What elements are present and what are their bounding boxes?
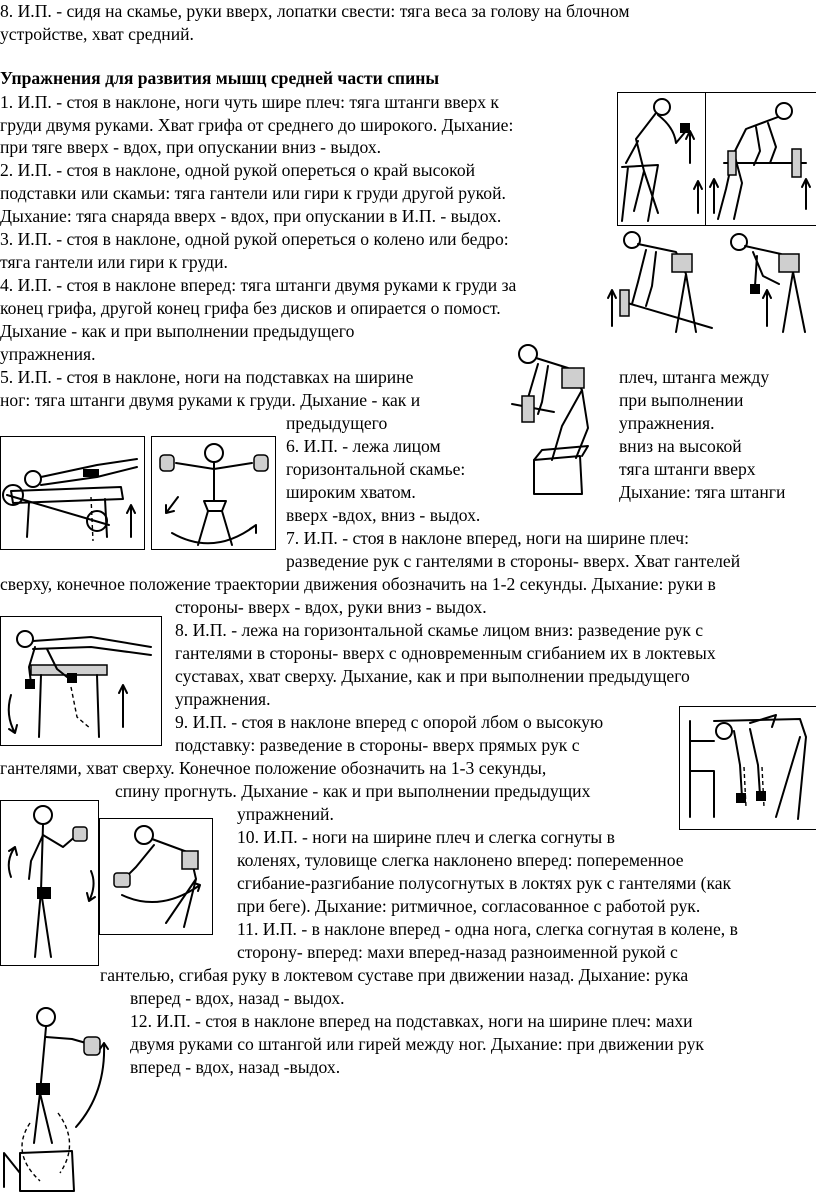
illustration-dumbbell-row-bench	[617, 92, 707, 226]
text-line: плеч, штанга между	[619, 367, 770, 387]
text-line: предыдущего	[286, 413, 388, 433]
illustration-t-bar-row	[602, 226, 714, 336]
text-line: вниз на высокой	[619, 436, 742, 456]
text-line: гантелью, сгибая руку в локтевом суставе при движении назад. Дыхание: рука	[100, 965, 689, 985]
text-line: при беге). Дыхание: ритмичное, согласованное с работой рук.	[237, 896, 701, 916]
text-line: груди двумя руками. Хват грифа от среднего до широкого. Дыхание:	[0, 115, 514, 135]
text-line: сгибание-разгибание полусогнутых в локтях рук с гантелями (как	[237, 873, 732, 893]
text-line: коленях, туловище слегка наклонено вперед: попеременное	[237, 850, 684, 870]
text-line: 6. И.П. - лежа лицом	[286, 436, 441, 456]
text-line: ног: тяга штанги двумя руками к груди. Дыхание - как и	[0, 390, 421, 410]
text-line: вверх -вдох, вниз - выдох.	[286, 505, 481, 525]
text-line: горизонтальной скамье:	[286, 459, 466, 479]
text-line: Дыхание - как и при выполнении предыдущего	[0, 321, 355, 341]
text-line: широким хватом.	[286, 482, 416, 502]
text-line: суставах, хват сверху. Дыхание, как и при выполнении предыдущего	[175, 666, 690, 686]
text-line: упражнения.	[0, 344, 96, 364]
text-line: 5. И.П. - стоя в наклоне, ноги на подставках на ширине	[0, 367, 414, 387]
section-heading: Упражнения для развития мышц средней части спины	[0, 68, 440, 88]
text-line: конец грифа, другой конец грифа без дисков и опирается о помост.	[0, 298, 501, 318]
text-line: стороны- вверх - вдох, руки вниз - выдох.	[175, 597, 487, 617]
text-line: сверху, конечное положение траектории движения обозначить на 1-2 секунды. Дыхание: руки в	[0, 574, 716, 594]
text-line: двумя руками со штангой или гирей между ног. Дыхание: при движении рук	[130, 1034, 704, 1054]
illustration-lying-reverse-fly	[0, 616, 162, 746]
text-line: 7. И.П. - стоя в наклоне вперед, ноги на ширине плеч:	[286, 528, 689, 548]
illustration-bent-over-dumbbell-swing	[99, 818, 213, 935]
text-line: спину прогнуть. Дыхание - как и при выполнении предыдущих	[115, 781, 591, 801]
text-line: подставки или скамьи: тяга гантели или гири к груди другой рукой.	[0, 183, 506, 203]
text-line: 8. И.П. - лежа на горизонтальной скамье лицом вниз: разведение рук с	[175, 620, 704, 640]
text-line: вперед - вдох, назад -выдох.	[130, 1057, 341, 1077]
text-line: гантелями в стороны- вверх с одновременным сгибанием их в локтевых	[175, 643, 716, 663]
text-line: 8. И.П. - сидя на скамье, руки вверх, лопатки свести: тяга веса за голову на блочном	[0, 1, 630, 21]
text-line: гантелями, хват сверху. Конечное положение обозначить на 1-3 секунды,	[0, 758, 547, 778]
text-line: упражнения.	[619, 413, 715, 433]
text-line: 12. И.П. - стоя в наклоне вперед на подставках, ноги на ширине плеч: махи	[130, 1011, 693, 1031]
illustration-barbell-swing-platforms	[0, 1003, 122, 1193]
illustration-barbell-row-platforms	[498, 338, 616, 496]
text-line: при выполнении	[619, 390, 744, 410]
text-line: разведение рук с гантелями в стороны- вверх. Хват гантелей	[286, 551, 741, 571]
text-line: тяга гантели или гири к груди.	[0, 252, 228, 272]
text-line: устройстве, хват средний.	[0, 24, 194, 44]
text-line: Дыхание: тяга снаряда вверх - вдох, при опускании в И.П. - выдох.	[0, 206, 502, 226]
text-line: 2. И.П. - стоя в наклоне, одной рукой опереться о край высокой	[0, 160, 476, 180]
illustration-reverse-fly-head-support	[679, 706, 816, 830]
text-line: вперед - вдох, назад - выдох.	[130, 988, 345, 1008]
text-line: тяга штанги вверх	[619, 459, 756, 479]
text-line: упражнения.	[175, 689, 271, 709]
text-line: 10. И.П. - ноги на ширине плеч и слегка согнуты в	[237, 827, 615, 847]
text-line: упражнений.	[237, 804, 334, 824]
illustration-standing-dumbbell-curl	[0, 800, 99, 966]
illustration-bent-over-lateral-raise	[151, 436, 276, 550]
text-line: подставку: разведение в стороны- вверх прямых рук с	[175, 735, 580, 755]
text-line: 3. И.П. - стоя в наклоне, одной рукой опереться о колено или бедро:	[0, 229, 509, 249]
illustration-barbell-row	[705, 92, 816, 226]
text-line: 11. И.П. - в наклоне вперед - одна нога, слегка согнутая в колене, в	[237, 919, 738, 939]
text-line: сторону- вперед: махи вперед-назад разноименной рукой с	[237, 942, 678, 962]
illustration-lying-barbell-row	[0, 436, 145, 550]
text-line: Дыхание: тяга штанги	[619, 482, 786, 502]
text-line: 4. И.П. - стоя в наклоне вперед: тяга штанги двумя руками к груди за	[0, 275, 517, 295]
illustration-dumbbell-row-knee	[717, 226, 816, 336]
text-line: 1. И.П. - стоя в наклоне, ноги чуть шире плеч: тяга штанги вверх к	[0, 92, 499, 112]
text-line: 9. И.П. - стоя в наклоне вперед с опорой лбом о высокую	[175, 712, 604, 732]
text-line: при тяге вверх - вдох, при опускании вниз - выдох.	[0, 137, 382, 157]
